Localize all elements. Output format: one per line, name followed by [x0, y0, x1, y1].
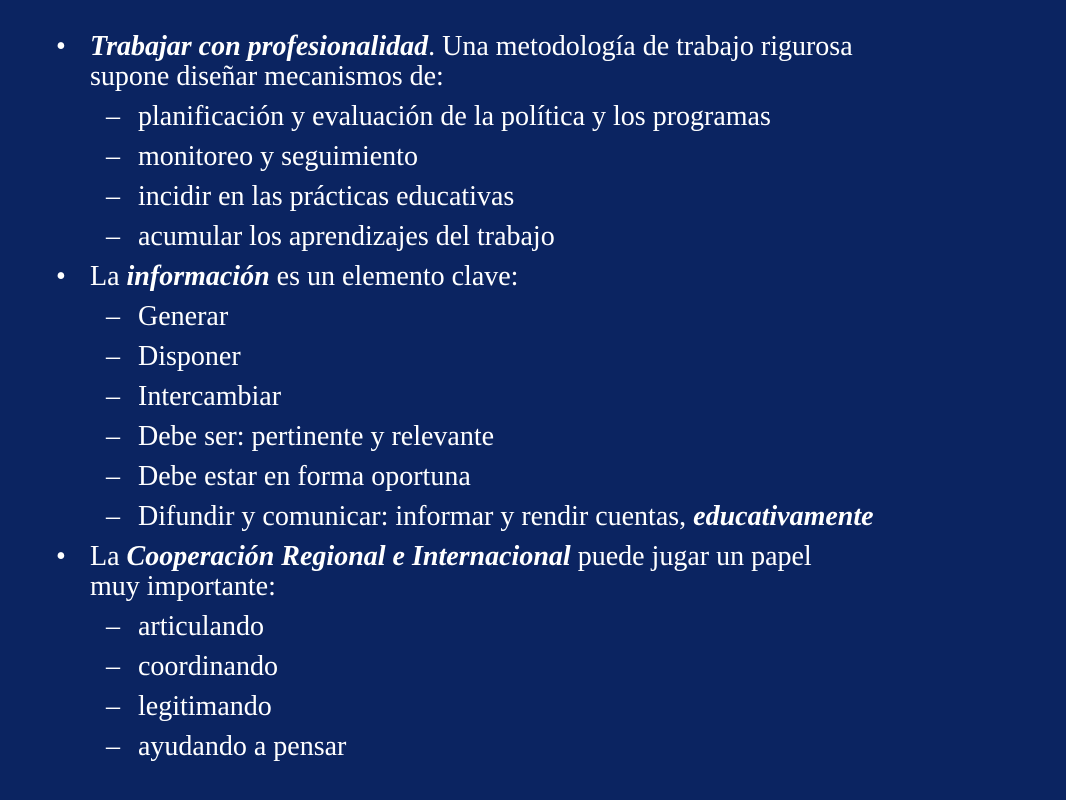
bullet-information	[56, 262, 1026, 292]
bullet-mark: •	[56, 31, 66, 62]
dash-mark: –	[106, 731, 120, 762]
sub-item	[56, 182, 1026, 212]
bullet-text-post: puede jugar un papel	[570, 541, 812, 572]
sub-item	[56, 222, 1026, 252]
emphasis-text: información	[126, 261, 270, 292]
dash-mark: –	[106, 651, 120, 682]
dash-mark: –	[106, 691, 120, 722]
sub-item-text: articulando	[138, 611, 264, 642]
sub-item	[56, 102, 1026, 132]
emphasis-text: Cooperación Regional e Internacional	[126, 541, 571, 572]
sub-item-text: Debe estar en forma oportuna	[138, 461, 471, 492]
sub-item-text: Disponer	[138, 341, 241, 372]
sub-item	[56, 462, 1026, 492]
dash-mark: –	[106, 221, 120, 252]
emphasis-text: Trabajar con profesionalidad	[90, 31, 429, 62]
dash-mark: –	[106, 611, 120, 642]
bullet-line-1	[90, 32, 1026, 62]
bullet-professionalism	[56, 32, 1026, 92]
bullet-text-pre: La	[90, 261, 127, 292]
sub-item-text: incidir en las prácticas educativas	[138, 181, 515, 212]
dash-mark: –	[106, 141, 120, 172]
sub-item-text: Generar	[138, 301, 229, 332]
bullet-mark: •	[56, 541, 66, 572]
bullet-mark: •	[56, 261, 66, 292]
sub-item	[56, 142, 1026, 172]
sub-item-text: legitimando	[138, 691, 272, 722]
dash-mark: –	[106, 341, 120, 372]
sub-item	[56, 732, 1026, 762]
sub-item-text: monitoreo y seguimiento	[138, 141, 418, 172]
bullet-line-2: muy importante:	[90, 571, 276, 602]
sub-item	[56, 382, 1026, 412]
dash-mark: –	[106, 421, 120, 452]
dash-mark: –	[106, 501, 120, 532]
sub-item-text: Difundir y comunicar: informar y rendir cuentas,	[138, 501, 694, 532]
sub-item	[56, 652, 1026, 682]
bullet-line-2: supone diseñar mecanismos de:	[90, 61, 444, 92]
sub-item-text: ayudando a pensar	[138, 731, 347, 762]
sub-item-text: acumular los aprendizajes del trabajo	[138, 221, 555, 252]
bullet-cooperation	[56, 542, 1026, 602]
sub-item	[56, 502, 1026, 532]
sub-item-text: Debe ser: pertinente y relevante	[138, 421, 495, 452]
bullet-line-1	[90, 262, 1026, 292]
dash-mark: –	[106, 461, 120, 492]
sub-item	[56, 302, 1026, 332]
dash-mark: –	[106, 101, 120, 132]
sub-item-text: coordinando	[138, 651, 278, 682]
bullet-text-post: es un elemento clave:	[269, 261, 519, 292]
sub-item	[56, 612, 1026, 642]
sub-item	[56, 342, 1026, 372]
sub-item-text: Intercambiar	[138, 381, 282, 412]
sub-item	[56, 692, 1026, 722]
bullet-text-pre: La	[90, 541, 127, 572]
emphasis-text: educativamente	[693, 501, 874, 532]
dash-mark: –	[106, 301, 120, 332]
dash-mark: –	[106, 181, 120, 212]
dash-mark: –	[106, 381, 120, 412]
sub-item-text: planificación y evaluación de la política y los programas	[138, 101, 771, 132]
bullet-text: . Una metodología de trabajo rigurosa	[428, 31, 853, 62]
sub-item	[56, 422, 1026, 452]
bullet-line-1	[90, 542, 1026, 572]
